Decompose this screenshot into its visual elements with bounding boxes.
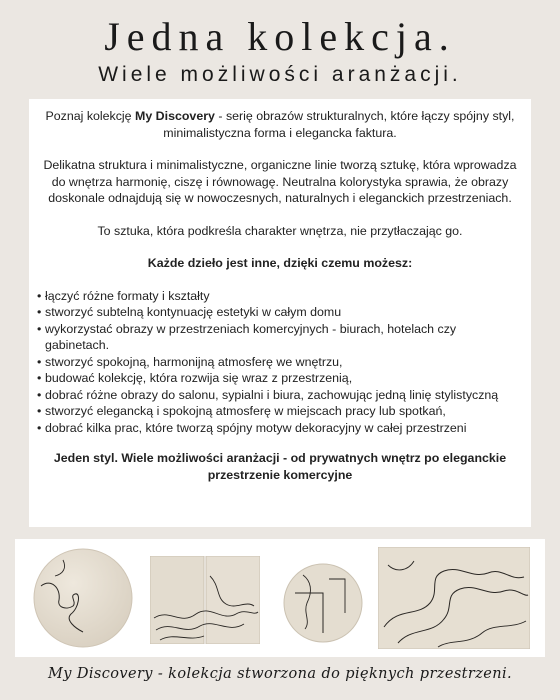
list-item: • wykorzystać obrazy w przestrzeniach komercyjnych - biurach, hotelach czy gabinetach.	[37, 321, 523, 354]
benefits-list	[37, 288, 523, 437]
list-item: • stworzyć elegancką i spokojną atmosferę w miejscach pracy lub spotkań,	[37, 403, 523, 420]
artwork-circle-large	[33, 548, 133, 648]
intro-paragraph: Poznaj kolekcję My Discovery - serię obrazów strukturalnych, które łączy spójny styl, minimalistyczna forma i elegancka faktura.	[45, 109, 515, 140]
tagline-paragraph: To sztuka, która podkreśla charakter wnętrza, nie przytłaczając go.	[97, 223, 463, 238]
brand-name: My Discovery	[135, 109, 215, 123]
list-item: • łączyć różne formaty i kształty	[37, 288, 523, 305]
artwork-gallery	[15, 539, 545, 657]
list-item: • budować kolekcję, która rozwija się wraz z przestrzenią,	[37, 370, 523, 387]
description-card	[29, 99, 531, 527]
list-item: • stworzyć subtelną kontynuację estetyki w całym domu	[37, 304, 523, 321]
list-item: • stworzyć spokojną, harmonijną atmosferę we wnętrzu,	[37, 354, 523, 371]
page-title: Jedna kolekcja.	[104, 14, 456, 59]
closing-statement: Jeden styl. Wiele możliwości aranżacji - od prywatnych wnętrz po eleganckie przestrzenie komercyjne	[53, 451, 507, 482]
description-paragraph: Delikatna struktura i minimalistyczne, organiczne linie tworzą sztukę, która wprowadza do wnętrza harmonię, ciszę i równowagę. Neutralna kolorystyka sprawia, że obrazy doskonale odnajdują się w nowoczesnych, naturalnych i eleganckich przestrzeniach.	[43, 158, 517, 205]
artwork-diptych-square	[150, 556, 260, 644]
artwork-rectangle-large	[378, 547, 530, 649]
footer-tagline: My Discovery - kolekcja stworzona do pięknych przestrzeni.	[47, 666, 513, 682]
list-item: • dobrać różne obrazy do salonu, sypialni i biura, zachowując jedną linię stylistyczną	[37, 387, 523, 404]
list-item: • dobrać kilka prac, które tworzą spójny motyw dekoracyjny w całej przestrzeni	[37, 420, 523, 437]
page-subtitle: Wiele możliwości aranżacji.	[98, 63, 462, 86]
artwork-circle-small	[283, 563, 363, 643]
benefits-heading: Każde dzieło jest inne, dzięki czemu możesz:	[147, 256, 413, 270]
